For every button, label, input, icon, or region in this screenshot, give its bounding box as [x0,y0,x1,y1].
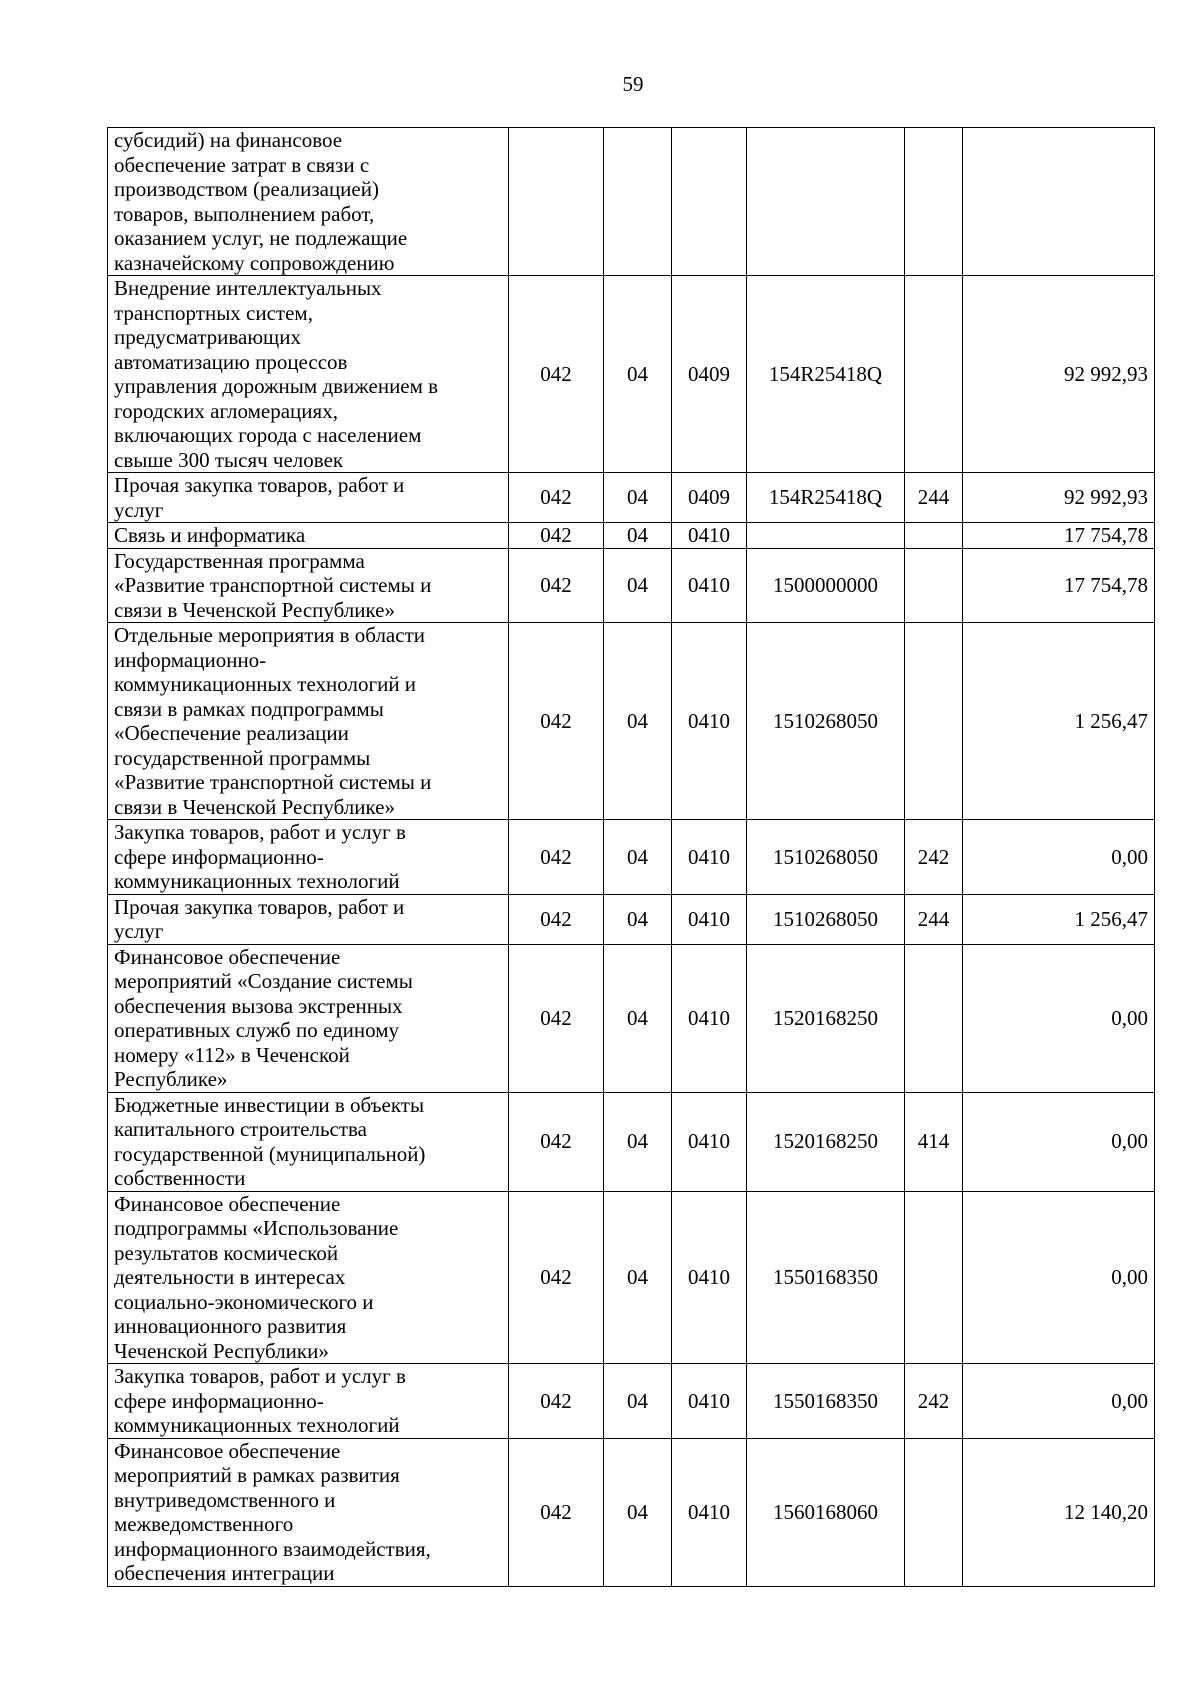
expense-name-line: мероприятий «Создание системы [114,969,413,993]
grbs-cell: 042 [509,1092,604,1191]
table-row [108,1191,1155,1364]
expense-name-line: связи в рамках подпрограммы [114,696,384,721]
expense-type-cell [905,548,963,623]
table-row [108,1438,1155,1586]
section-cell: 04 [604,1092,672,1191]
expense-type-cell: 244 [905,473,963,523]
subsection-cell: 0410 [672,944,747,1092]
expense-name-line: номеру «112» в Чеченской [114,1042,350,1067]
section-cell [604,128,672,276]
subsection-cell: 0410 [672,523,747,549]
expense-name-line: коммуникационных технологий [114,869,400,893]
subsection-cell [672,128,747,276]
subsection-cell: 0409 [672,276,747,473]
table-row [108,944,1155,1092]
expense-type-cell [905,1191,963,1364]
grbs-cell: 042 [509,944,604,1092]
grbs-cell: 042 [509,276,604,473]
target-article-cell: 1550168350 [747,1364,905,1439]
amount-cell: 0,00 [963,1092,1155,1191]
expense-name-line: Отдельные мероприятия в области [114,623,425,647]
expense-name-line: Финансовое обеспечение [114,944,341,969]
expense-type-cell [905,623,963,820]
expense-name-line: Прочая закупка товаров, работ и [114,894,405,919]
expense-name-line: управления дорожным движением в [114,374,439,398]
expense-name-cell [108,1438,509,1586]
expense-name-line: социально-экономического и [114,1289,374,1314]
table-row [108,820,1155,895]
expense-type-cell [905,128,963,276]
expense-name-line: Бюджетные инвестиции в объекты [114,1092,425,1117]
target-article-cell: 1500000000 [747,548,905,623]
table-body [108,128,1155,1587]
table-row [108,548,1155,623]
expense-name-line: подпрограммы «Использование [114,1216,399,1240]
table-row [108,623,1155,820]
target-article-cell: 154R25418Q [747,276,905,473]
expense-name-line: связи в Чеченской Республике» [114,597,395,622]
table-row [108,473,1155,523]
amount-cell: 92 992,93 [963,276,1155,473]
amount-cell: 0,00 [963,1364,1155,1439]
target-article-cell: 1510268050 [747,894,905,944]
subsection-cell: 0410 [672,1364,747,1439]
section-cell: 04 [604,1191,672,1364]
section-cell: 04 [604,523,672,549]
grbs-cell: 042 [509,1191,604,1364]
expense-name-line: казначейскому сопровождению [114,250,395,275]
grbs-cell: 042 [509,894,604,944]
expense-name-cell [108,523,509,549]
section-cell: 04 [604,894,672,944]
expense-name-line: государственной (муниципальной) [114,1141,426,1166]
expense-name-line: обеспечения вызова экстренных [114,993,403,1018]
table-row [108,894,1155,944]
expense-name-cell [108,128,509,276]
section-cell: 04 [604,1438,672,1586]
expense-name-line: городских агломерациях, [114,398,338,423]
subsection-cell: 0409 [672,473,747,523]
expense-name-line: Закупка товаров, работ и услуг в [114,820,406,844]
table-row [108,1364,1155,1439]
subsection-cell: 0410 [672,820,747,895]
target-article-cell [747,523,905,549]
expense-name-cell [108,548,509,623]
target-article-cell: 154R25418Q [747,473,905,523]
expense-type-cell [905,944,963,1092]
expense-name-line: транспортных систем, [114,300,313,325]
section-cell: 04 [604,1364,672,1439]
section-cell: 04 [604,820,672,895]
expense-type-cell [905,276,963,473]
expense-name-line: внутриведомственного и [114,1487,336,1512]
target-article-cell [747,128,905,276]
expense-name-line: субсидий) на финансовое [114,128,343,152]
expense-name-line: информационного взаимодействия, [114,1536,431,1561]
expense-type-cell: 244 [905,894,963,944]
amount-cell: 0,00 [963,944,1155,1092]
expense-name-cell [108,1191,509,1364]
expense-name-line: обеспечения интеграции [114,1561,335,1585]
expense-name-line: межведомственного [114,1512,294,1536]
target-article-cell: 1520168250 [747,1092,905,1191]
expense-name-line: товаров, выполнением работ, [114,201,375,226]
target-article-cell: 1520168250 [747,944,905,1092]
expense-name-line: результатов космической [114,1240,339,1265]
expense-name-cell [108,1092,509,1191]
table-row [108,276,1155,473]
amount-cell: 92 992,93 [963,473,1155,523]
target-article-cell: 1510268050 [747,820,905,895]
expense-name-line: Государственная программа [114,548,365,573]
expense-name-line: связи в Чеченской Республике» [114,794,395,819]
grbs-cell: 042 [509,548,604,623]
expense-name-line: услуг [114,497,164,522]
expense-name-line: «Обеспечение реализации [114,721,349,745]
table-row [108,1092,1155,1191]
section-cell: 04 [604,623,672,820]
expense-name-cell [108,276,509,473]
expense-type-cell [905,1438,963,1586]
budget-table [107,127,1155,1587]
expense-name-cell [108,473,509,523]
expense-type-cell: 414 [905,1092,963,1191]
page-number: 59 [622,72,644,96]
section-cell: 04 [604,548,672,623]
section-cell: 04 [604,944,672,1092]
target-article-cell: 1550168350 [747,1191,905,1364]
expense-name-line: собственности [114,1166,246,1190]
grbs-cell: 042 [509,1438,604,1586]
expense-name-line: коммуникационных технологий и [114,672,417,696]
expense-name-line: деятельности в интересах [114,1265,346,1289]
expense-name-line: Республике» [114,1067,228,1091]
expense-name-line: сфере информационно- [114,1388,324,1413]
expense-name-line: Финансовое обеспечение [114,1438,341,1463]
expense-name-line: Финансовое обеспечение [114,1191,341,1216]
expense-name-cell [108,820,509,895]
expense-name-line: оперативных служб по единому [114,1018,400,1042]
section-cell: 04 [604,473,672,523]
expense-name-line: производством (реализацией) [114,177,379,201]
expense-name-line: государственной программы [114,745,371,770]
expense-type-cell: 242 [905,1364,963,1439]
expense-name-cell [108,894,509,944]
expense-name-line: Прочая закупка товаров, работ и [114,473,405,497]
expense-name-line: мероприятий в рамках развития [114,1463,400,1487]
grbs-cell: 042 [509,523,604,549]
section-cell: 04 [604,276,672,473]
expense-name-line: свыше 300 тысяч человек [114,447,344,472]
amount-cell: 1 256,47 [963,623,1155,820]
grbs-cell: 042 [509,820,604,895]
amount-cell: 0,00 [963,820,1155,895]
grbs-cell: 042 [509,1364,604,1439]
expense-type-cell [905,523,963,549]
expense-name-line: услуг [114,919,164,943]
expense-name-line: оказанием услуг, не подлежащие [114,226,408,250]
expense-name-line: «Развитие транспортной системы и [114,573,432,597]
amount-cell: 12 140,20 [963,1438,1155,1586]
table-row [108,128,1155,276]
expense-name-line: Внедрение интеллектуальных [114,276,382,300]
expense-name-line: Чеченской Республики» [114,1338,329,1363]
grbs-cell: 042 [509,473,604,523]
target-article-cell: 1510268050 [747,623,905,820]
subsection-cell: 0410 [672,1191,747,1364]
expense-name-line: включающих города с населением [114,423,422,447]
grbs-cell: 042 [509,623,604,820]
expense-name-line: Связь и информатика [114,523,306,547]
expense-name-line: капитального строительства [114,1117,367,1141]
table-row [108,523,1155,549]
expense-name-cell [108,1364,509,1439]
amount-cell: 0,00 [963,1191,1155,1364]
expense-name-line: предусматривающих [114,325,301,349]
expense-name-line: автоматизацию процессов [114,349,348,374]
expense-type-cell: 242 [905,820,963,895]
expense-name-cell [108,944,509,1092]
amount-cell: 1 256,47 [963,894,1155,944]
expense-name-line: Закупка товаров, работ и услуг в [114,1364,406,1388]
expense-name-line: сфере информационно- [114,844,324,869]
grbs-cell [509,128,604,276]
expense-name-cell [108,623,509,820]
amount-cell: 17 754,78 [963,523,1155,549]
subsection-cell: 0410 [672,1092,747,1191]
subsection-cell: 0410 [672,894,747,944]
subsection-cell: 0410 [672,1438,747,1586]
expense-name-line: обеспечение затрат в связи с [114,152,370,177]
amount-cell [963,128,1155,276]
expense-name-line: инновационного развития [114,1314,347,1338]
amount-cell: 17 754,78 [963,548,1155,623]
expense-name-line: коммуникационных технологий [114,1413,400,1437]
expense-name-line: «Развитие транспортной системы и [114,770,432,794]
target-article-cell: 1560168060 [747,1438,905,1586]
subsection-cell: 0410 [672,623,747,820]
subsection-cell: 0410 [672,548,747,623]
expense-name-line: информационно- [114,647,267,672]
